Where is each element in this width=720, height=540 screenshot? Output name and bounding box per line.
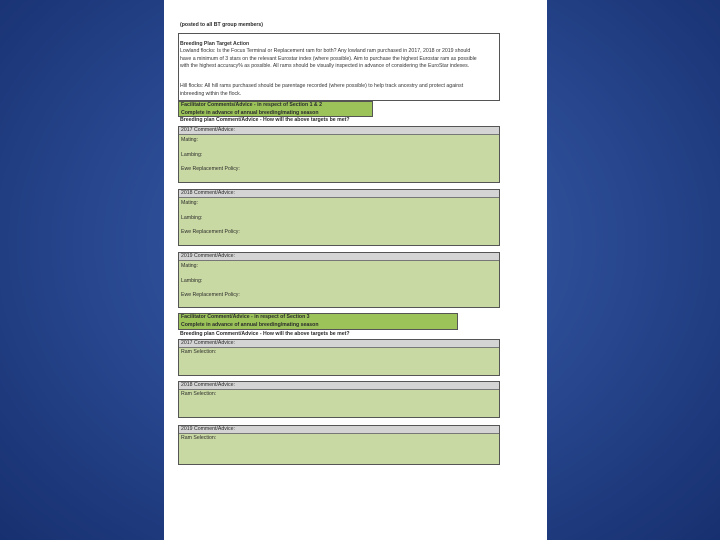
mating-label: Mating: [181, 200, 199, 206]
block-header: 2017 Comment/Advice: [179, 127, 499, 135]
ram-selection-field-2019[interactable] [179, 434, 499, 464]
lambing-label: Lambing: [181, 277, 203, 284]
section2-block-2018 [178, 381, 500, 418]
section1-question: Breeding plan Comment/Advice - How will the above targets be met? [180, 117, 350, 123]
comment-field-2018[interactable] [179, 198, 499, 245]
section1-block-2018 [178, 189, 500, 246]
hill-flocks-text: Hill flocks: All hill rams purchased should be parentage recorded (where possible) to help track ancestry and protect against inbreeding within the flock. [180, 83, 464, 97]
section1-banner-line2: Complete in advance of annual breeding/mating season [181, 109, 319, 116]
ram-selection-field-2017[interactable] [179, 348, 499, 375]
block-header: 2019 Comment/Advice: [179, 426, 499, 434]
ram-selection-label: Ram Selection: [181, 391, 217, 397]
posted-note: (posted to all BT group members) [180, 22, 264, 28]
comment-field-2017[interactable] [179, 135, 499, 182]
section2-block-2019 [178, 425, 500, 465]
block-header: 2017 Comment/Advice: [179, 340, 499, 348]
ewe-replacement-label: Ewe Replacement Policy: [181, 229, 240, 236]
comment-field-2019[interactable] [179, 261, 499, 307]
section1-block-2019 [178, 252, 500, 308]
section1-banner [178, 101, 373, 117]
section1-block-2017 [178, 126, 500, 183]
section2-block-2017 [178, 339, 500, 376]
mating-label: Mating: [181, 137, 199, 143]
section2-banner-line1: Facilitator Comment/Advice - in respect of Section 3 [181, 314, 310, 320]
ram-selection-label: Ram Selection: [181, 435, 217, 441]
lambing-label: Lambing: [181, 151, 203, 158]
section2-question: Breeding plan Comment/Advice - How will the above targets be met? [180, 331, 350, 337]
ewe-replacement-label: Ewe Replacement Policy: [181, 292, 240, 299]
section1-banner-line1: Facilitator Comments/Advice - in respect of Section 1 & 2 [181, 102, 322, 108]
block-header: 2019 Comment/Advice: [179, 253, 499, 261]
ram-selection-field-2018[interactable] [179, 390, 499, 417]
lowland-flocks-text: Lowland flocks: Is the Focus Terminal or Replacement ram for both? Any lowland ram purchased in 2017, 2018 or 2019 should have a minimum of 3 stars on the relevant Eurostar index (where possible). Aim to purchase the highest Eurostar ram as possible with the highest accuracy% as possible. All rams should be visually inspected in advance of considering the EuroStar indexes. [180, 48, 477, 70]
block-header: 2018 Comment/Advice: [179, 190, 499, 198]
block-header: 2018 Comment/Advice: [179, 382, 499, 390]
ram-selection-label: Ram Selection: [181, 349, 217, 355]
section2-banner-line2: Complete in advance of annual breeding/mating season [181, 321, 319, 328]
mating-label: Mating: [181, 263, 199, 269]
document-page [164, 0, 547, 540]
lambing-label: Lambing: [181, 214, 203, 221]
section2-banner [178, 313, 458, 330]
ewe-replacement-label: Ewe Replacement Policy: [181, 166, 240, 173]
target-title: Breeding Plan Target Action [180, 41, 250, 47]
